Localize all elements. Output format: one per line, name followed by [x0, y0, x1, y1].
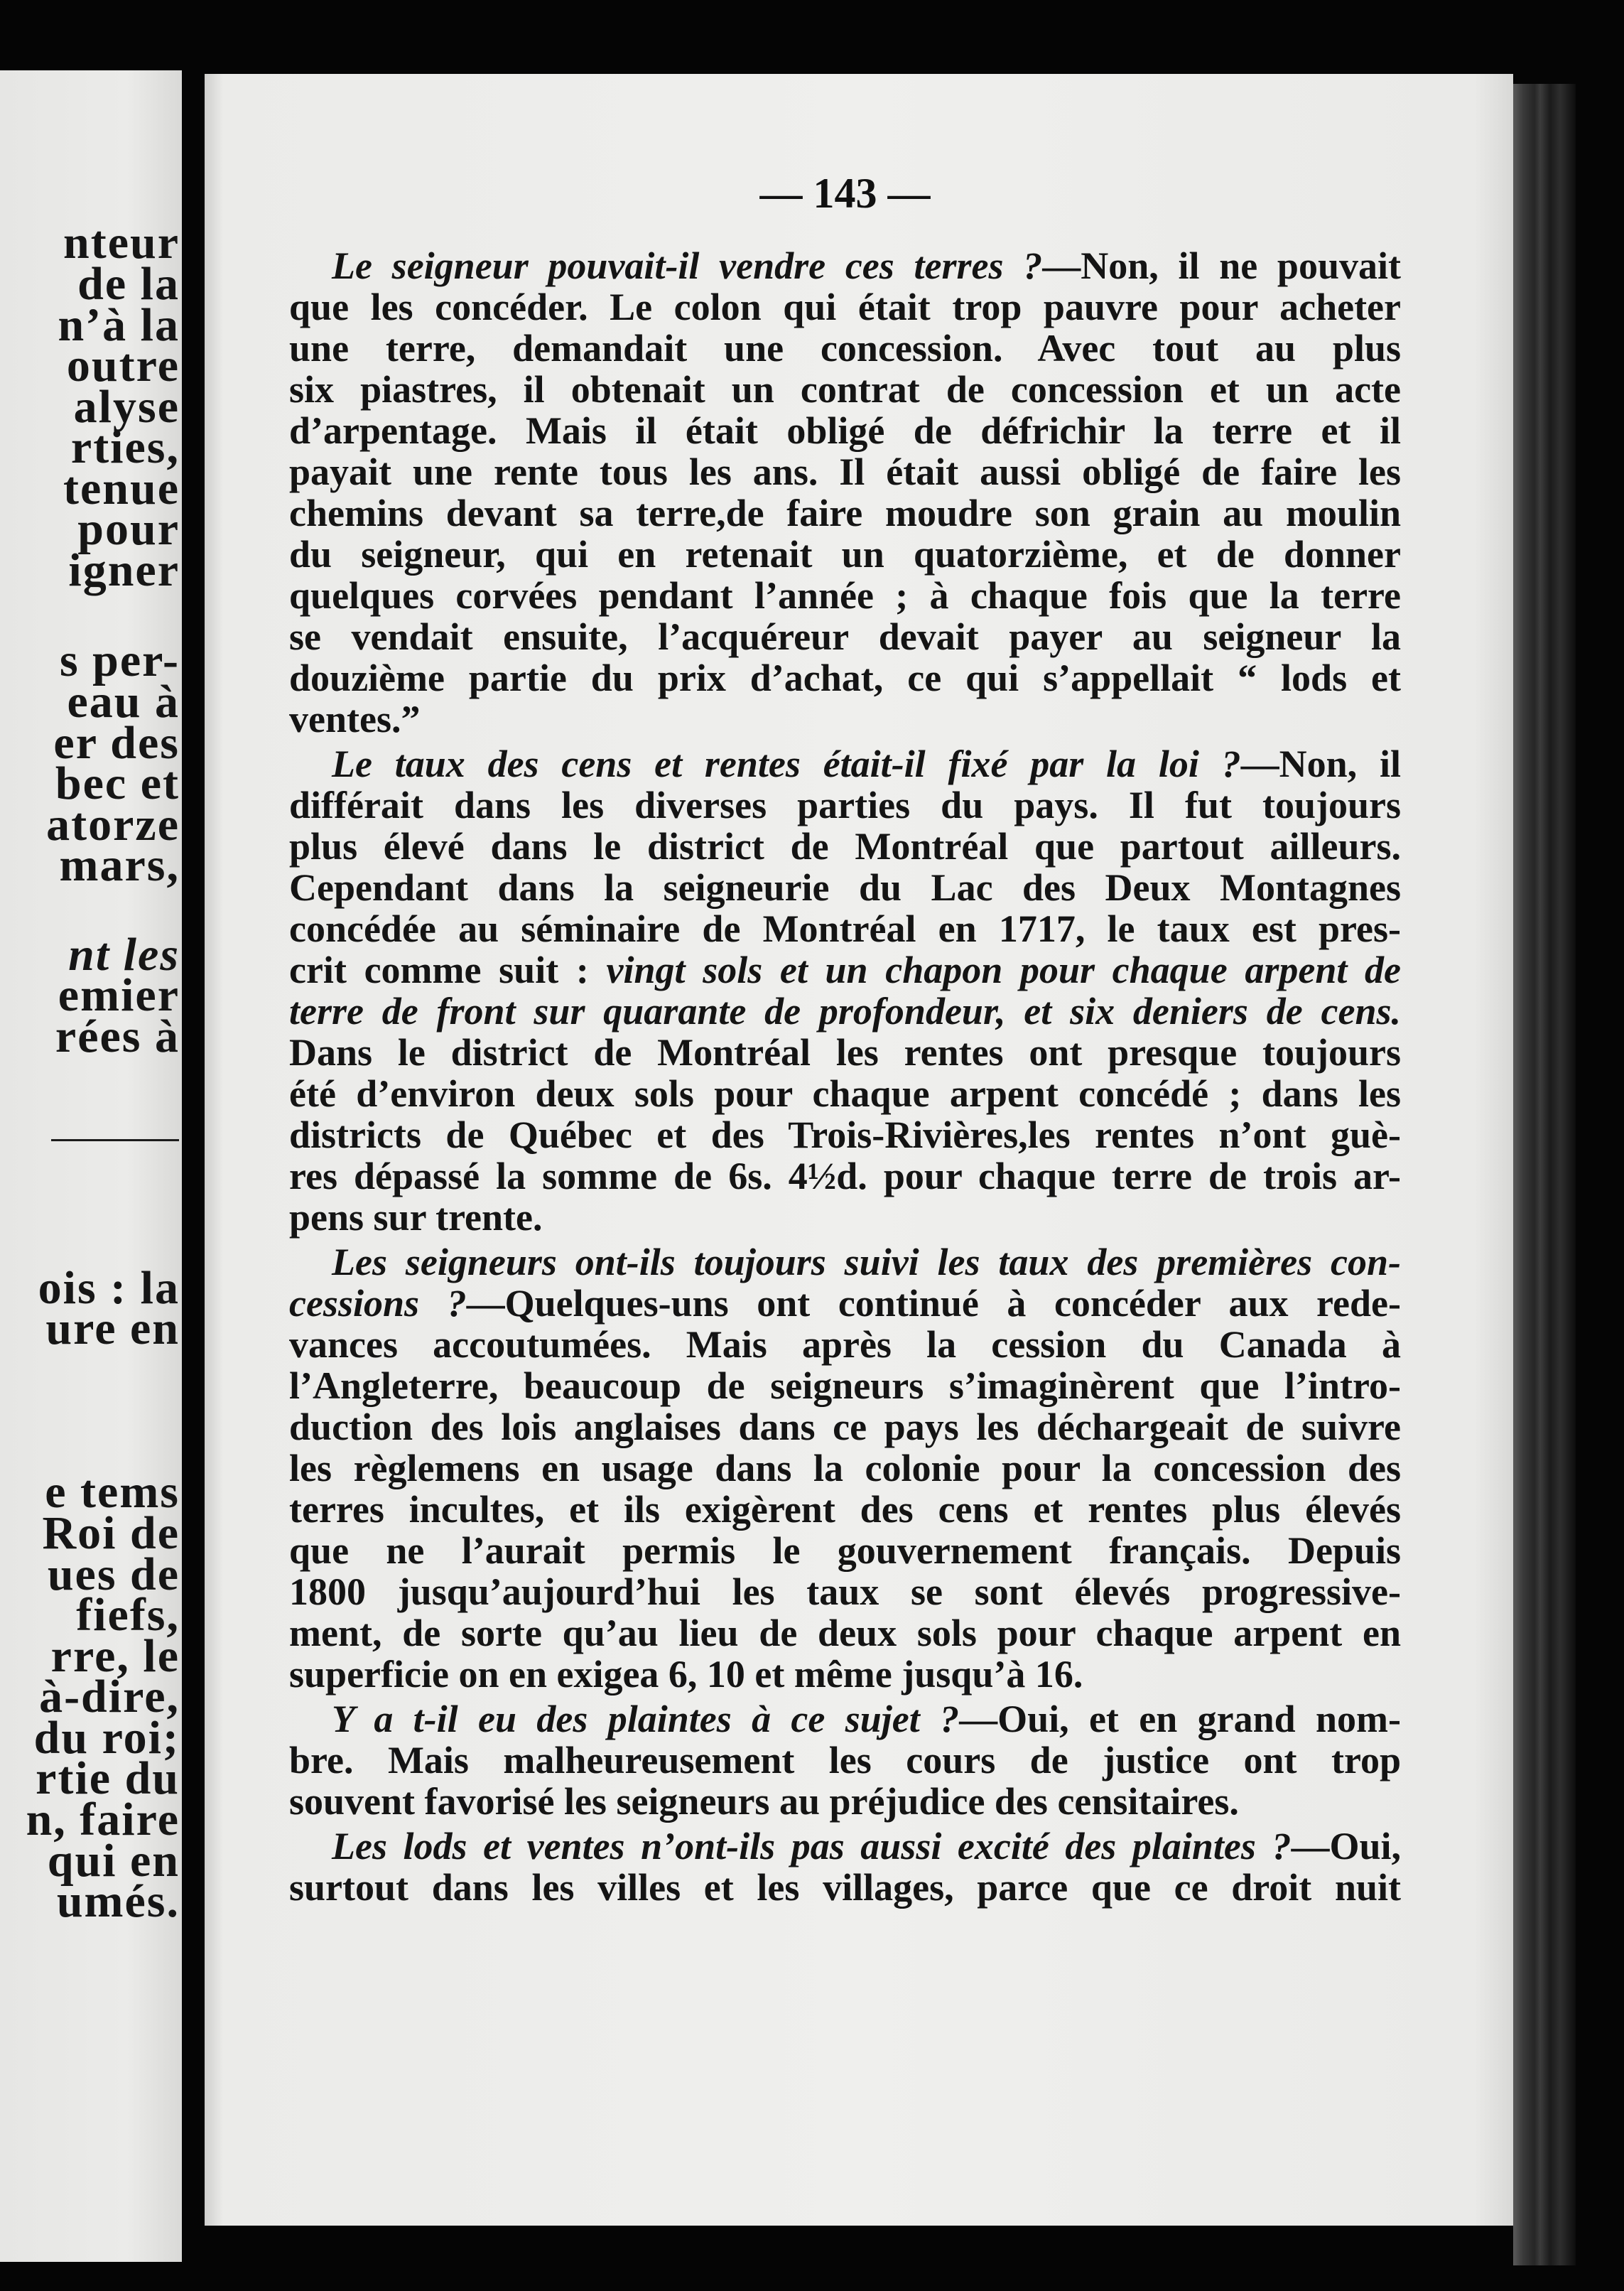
left-page-line-fragment: umés. [56, 1875, 180, 1927]
left-page-line-fragment: n’à la [58, 299, 180, 351]
body-text: une terre, demandait une concession. Avec tout au plus [289, 327, 1401, 370]
text-line [289, 1114, 1401, 1155]
text-line [289, 1197, 1401, 1238]
book-edge [1513, 84, 1576, 2265]
body-text: que ne l’aurait permis le gouvernement français. Depuis [289, 1529, 1401, 1572]
body-text: res dépassé la somme de 6s. 4½d. pour chaque terre de trois ar- [289, 1155, 1401, 1197]
left-page-line-fragment: ure en [45, 1303, 180, 1354]
text-line [289, 1781, 1401, 1822]
text-line [289, 1826, 1401, 1867]
text-line [289, 867, 1401, 908]
body-text: —Quelques-uns ont continué à concéder aux rede- [466, 1282, 1401, 1325]
body-text: été d’environ deux sols pour chaque arpent concédé ; dans les [289, 1072, 1401, 1115]
text-line [289, 826, 1401, 867]
body-text: quelques corvées pendant l’année ; à chaque fois que la terre [289, 574, 1401, 617]
text-line [289, 1073, 1401, 1114]
text-line [289, 1283, 1401, 1324]
text-line [289, 1324, 1401, 1365]
body-text: chemins devant sa terre,de faire moudre son grain au moulin [289, 492, 1401, 534]
left-page-line-fragment: rre, le [50, 1630, 180, 1682]
left-page-line-fragment: ois : la [38, 1262, 180, 1314]
left-page-line-fragment: pour [77, 503, 180, 555]
text-line [289, 699, 1401, 740]
left-page-line-fragment: de la [77, 258, 180, 310]
left-page-line-fragment: eau à [67, 676, 180, 728]
body-text: se vendait ensuite, l’acquéreur devait payer au seigneur la [289, 615, 1401, 658]
italic-question-text: Le taux des cens et rentes était-il fixé par la loi ? [332, 743, 1241, 785]
text-line [289, 908, 1401, 949]
body-text: pens sur trente. [289, 1196, 543, 1239]
italic-question-text: cessions ? [289, 1282, 467, 1325]
body-text: six piastres, il obtenait un contrat de concession et un acte [289, 368, 1401, 411]
text-line [289, 616, 1401, 657]
italic-question-text: Les lods et ventes n’ont-ils pas aussi excité des plaintes ? [332, 1825, 1292, 1867]
body-text: superficie on en exigea 6, 10 et même jusqu’à 16. [289, 1653, 1083, 1696]
text-line [289, 1032, 1401, 1073]
left-page-line-fragment: nteur [63, 217, 180, 269]
left-page-line-fragment: er des [53, 717, 180, 769]
text-line [289, 286, 1401, 328]
text-line [289, 1612, 1401, 1654]
italic-question-text: Le seigneur pouvait-il vendre ces terres ? [332, 244, 1043, 287]
body-text: duction des lois anglaises dans ce pays les déchargeait de suivre [289, 1406, 1401, 1448]
body-text: l’Angleterre, beaucoup de seigneurs s’imaginèrent que l’intro- [289, 1364, 1401, 1407]
text-line [289, 1406, 1401, 1448]
left-page-line-fragment: nt les [68, 929, 180, 981]
text-line [289, 534, 1401, 575]
italic-question-text: terre de front sur quarante de profondeur, et six deniers de cens. [289, 990, 1401, 1033]
body-text: Dans le district de Montréal les rentes ont presque toujours [289, 1031, 1401, 1074]
left-page-line-fragment: rtie du [36, 1752, 180, 1804]
left-page-line-fragment: fiefs, [76, 1589, 180, 1641]
body-text: —Oui, [1291, 1825, 1401, 1867]
left-page-line-fragment: bec et [55, 758, 180, 809]
text-line [289, 369, 1401, 410]
body-text: différait dans les diverses parties du pays. Il fut toujours [289, 784, 1401, 826]
text-line [289, 657, 1401, 699]
left-page-line-fragment: emier [58, 969, 180, 1021]
body-text: vances accoutumées. Mais après la cession du Canada à [289, 1323, 1401, 1366]
body-text: —Oui, et en grand nom- [959, 1698, 1401, 1740]
text-line [289, 991, 1401, 1032]
text-line [289, 1698, 1401, 1740]
text-line [289, 1530, 1401, 1571]
left-page-line-fragment: n, faire [26, 1794, 180, 1845]
left-page-line-fragment: alyse [73, 381, 180, 433]
text-line [289, 1155, 1401, 1197]
body-text: plus élevé dans le district de Montréal que partout ailleurs. [289, 825, 1401, 868]
text-line [289, 743, 1401, 785]
italic-question-text: vingt sols et un chapon pour chaque arpent de [606, 949, 1401, 991]
body-text: que les concéder. Le colon qui était trop pauvre pour acheter [289, 286, 1401, 328]
left-page-rule [51, 1139, 179, 1141]
text-line [289, 785, 1401, 826]
text-line [289, 1241, 1401, 1283]
left-page-line-fragment: s per- [59, 635, 180, 686]
text-line [289, 1571, 1401, 1612]
body-text: les règlemens en usage dans la colonie pour la concession des [289, 1447, 1401, 1489]
page-number: — 143 — [759, 170, 931, 217]
body-text: du seigneur, qui en retenait un quatorzième, et de donner [289, 533, 1401, 576]
left-page-line-fragment: rées à [55, 1010, 180, 1062]
left-page-line-fragment: du roi; [33, 1712, 180, 1764]
body-text: bre. Mais malheureusement les cours de justice ont trop [289, 1739, 1401, 1781]
body-text: crit comme suit : [289, 949, 607, 991]
text-line [289, 1365, 1401, 1406]
left-page-line-fragment: qui en [47, 1835, 180, 1887]
body-text: ment, de sorte qu’au lieu de deux sols pour chaque arpent en [289, 1612, 1401, 1654]
body-text: 1800 jusqu’aujourd’hui les taux se sont élevés progressive- [289, 1570, 1401, 1613]
body-text: souvent favorisé les seigneurs au préjudice des censitaires. [289, 1780, 1239, 1823]
text-line [289, 410, 1401, 451]
left-page-line-fragment: igner [68, 544, 180, 596]
body-text: —Non, il ne pouvait [1042, 244, 1401, 287]
text-line [289, 1448, 1401, 1489]
left-page-line-fragment: à-dire, [39, 1671, 180, 1723]
text-line [289, 245, 1401, 286]
left-page-line-fragment: ues de [47, 1548, 180, 1600]
text-line [289, 1867, 1401, 1908]
left-facing-page [0, 70, 182, 2262]
left-page-line-fragment: atorze [46, 799, 180, 851]
text-line [289, 575, 1401, 616]
left-page-line-fragment: rties, [70, 421, 180, 473]
text-line [289, 1489, 1401, 1530]
body-text: —Non, il [1240, 743, 1401, 785]
body-text: Cependant dans la seigneurie du Lac des Deux Montagnes [289, 866, 1401, 909]
body-text: concédée au séminaire de Montréal en 1717, le taux est pres- [289, 907, 1401, 950]
text-line [289, 949, 1401, 991]
left-page-line-fragment: tenue [63, 463, 180, 514]
text-line [289, 1740, 1401, 1781]
left-page-line-fragment: outre [66, 340, 180, 392]
body-text: districts de Québec et des Trois-Rivières,les rentes n’ont guè- [289, 1114, 1401, 1156]
body-text: terres incultes, et ils exigèrent des cens et rentes plus élevés [289, 1488, 1401, 1531]
text-line [289, 492, 1401, 534]
italic-question-text: Les seigneurs ont-ils toujours suivi les taux des premières con- [332, 1241, 1401, 1283]
body-text: surtout dans les villes et les villages, parce que ce droit nuit [289, 1866, 1401, 1909]
italic-question-text: Y a t-il eu des plaintes à ce sujet ? [332, 1698, 960, 1740]
body-text: d’arpentage. Mais il était obligé de défrichir la terre et il [289, 409, 1401, 452]
left-page-line-fragment: e tems [45, 1466, 180, 1518]
text-line [289, 328, 1401, 369]
body-text: ventes.” [289, 698, 421, 740]
text-line [289, 1654, 1401, 1695]
body-text: douzième partie du prix d’achat, ce qui s’appellait “ lods et [289, 657, 1401, 699]
left-page-line-fragment: mars, [59, 839, 180, 891]
body-text: payait une rente tous les ans. Il était aussi obligé de faire les [289, 451, 1401, 493]
left-page-line-fragment: Roi de [42, 1507, 180, 1559]
text-line [289, 451, 1401, 492]
